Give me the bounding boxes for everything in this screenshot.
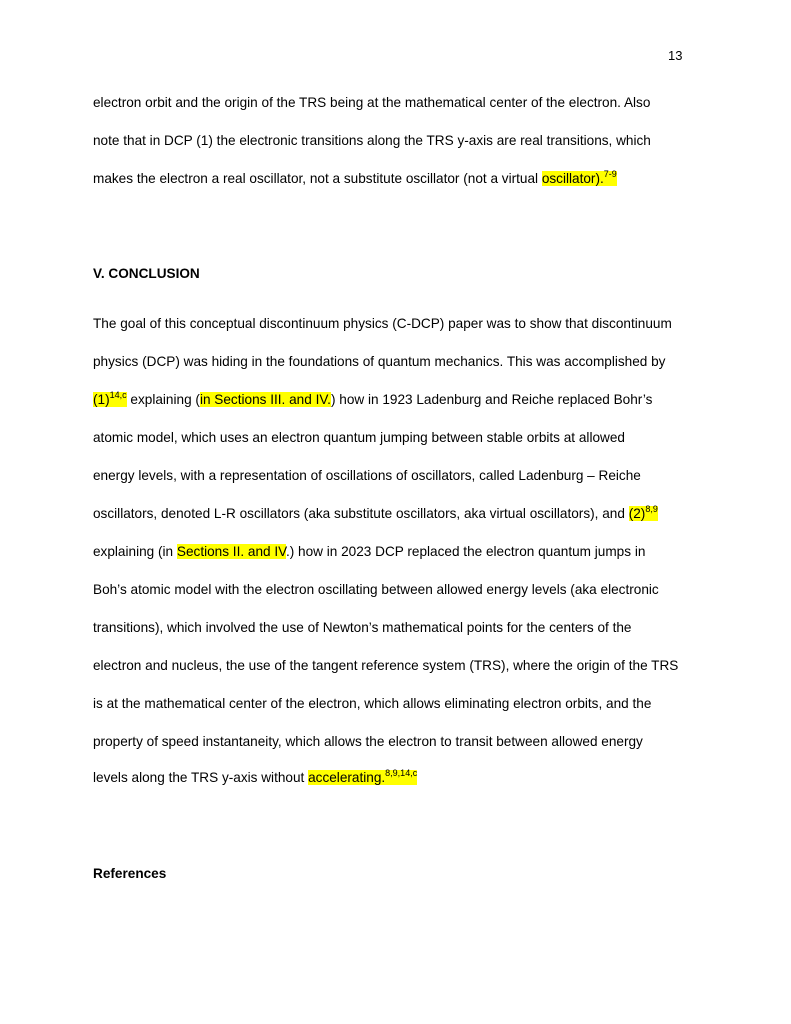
text-line: note that in DCP (1) the electronic transitions along the TRS y-axis are real transitions, which (93, 133, 651, 148)
citation-superscript: 8,9,14,c (385, 768, 418, 778)
text-span: explaining ( (126, 392, 200, 407)
citation-superscript: 14,c (109, 390, 127, 400)
highlighted-text: accelerating.$^{8,9,14,c}$ (308, 768, 418, 785)
highlighted-text: oscillator).$^{7-9}$ (541, 169, 617, 186)
section-heading-references: References (93, 866, 167, 881)
text-line: electron and nucleus, the use of the tangent reference system (TRS), where the origin of the TRS (93, 658, 679, 673)
text-line (93, 170, 713, 188)
text-line: Boh’s atomic model with the electron oscillating between allowed energy levels (aka electronic (93, 582, 659, 597)
highlighted-text: $(1)^{14,c}$ (93, 390, 127, 407)
text-line (93, 391, 713, 409)
text-span: .) how in 2023 DCP replaced the electron quantum jumps in (285, 544, 646, 559)
text-line: The goal of this conceptual discontinuum physics (C-DCP) paper was to show that discontinuum (93, 316, 672, 331)
section-heading-conclusion: V. CONCLUSION (93, 266, 200, 281)
highlighted-text: in Sections III. and IV. (199, 392, 331, 407)
text-line (93, 505, 713, 523)
text-line: transitions), which involved the use of Newton’s mathematical points for the centers of the (93, 620, 632, 635)
text-line: energy levels, with a representation of oscillations of oscillators, called Ladenburg – Reiche (93, 468, 641, 483)
text-line: physics (DCP) was hiding in the foundations of quantum mechanics. This was accomplished by (93, 354, 666, 369)
highlighted-text: $(2)^{8,9}$ (628, 504, 658, 521)
text-span: levels along the TRS y-axis without (93, 770, 309, 785)
text-span: ) how in 1923 Ladenburg and Reiche replaced Bohr’s (330, 392, 653, 407)
text-line: atomic model, which uses an electron quantum jumping between stable orbits at allowed (93, 430, 625, 445)
text-line: is at the mathematical center of the electron, which allows eliminating electron orbits, and the (93, 696, 652, 711)
text-span: makes the electron a real oscillator, not a substitute oscillator (not a virtual (93, 171, 542, 186)
text-line: property of speed instantaneity, which allows the electron to transit between allowed energy (93, 734, 643, 749)
highlighted-text: Sections II. and IV (176, 544, 286, 559)
text-line (93, 769, 713, 787)
text-line (93, 543, 713, 561)
page-number: 13 (668, 48, 683, 63)
text-line: electron orbit and the origin of the TRS being at the mathematical center of the electron. Also (93, 95, 651, 110)
citation-superscript: 8,9 (645, 504, 658, 514)
citation-superscript: 7-9 (603, 169, 617, 179)
text-span: oscillators, denoted L-R oscillators (aka substitute oscillators, aka virtual oscillators), and (93, 506, 629, 521)
text-span: explaining (in (93, 544, 177, 559)
